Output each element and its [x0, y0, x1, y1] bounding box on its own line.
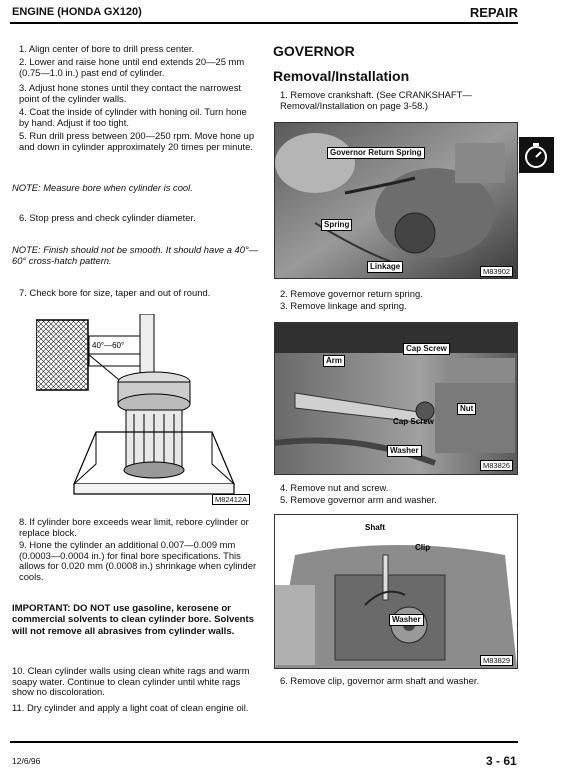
label-arm: Arm — [323, 355, 345, 367]
label-cap-screw-side: Cap Screw — [393, 417, 434, 426]
header-left-title: ENGINE (HONDA GX120) — [12, 6, 142, 18]
label-clip: Clip — [415, 543, 431, 552]
left-step-4: 4. Coat the inside of cylinder with honing oil. Turn hone by hand. Adjust if too tight. — [19, 106, 247, 128]
left-step-7: 7. Check bore for size, taper and out of round. — [19, 287, 211, 298]
subsection-title: Removal/Installation — [273, 68, 410, 84]
footer-rule — [10, 741, 518, 743]
photo-code-3: M83829 — [480, 655, 513, 666]
important-solvents: IMPORTANT: DO NOT use gasoline, kerosene or commercial solvents to clean cylinder bore. Solvents will not remove all abrasives from cylinder walls. — [12, 603, 255, 637]
label-washer: Washer — [387, 445, 422, 457]
label-nut: Nut — [457, 403, 476, 415]
left-step-10: 10. Clean cylinder walls using clean white rags and warm soapy water. Continue to clean cylinder until white rags show no discoloration. — [12, 665, 250, 698]
header-right-title: REPAIR — [469, 5, 518, 20]
right-step-2: 2. Remove governor return spring. — [280, 288, 423, 299]
header-rule — [10, 22, 518, 24]
left-step-6: 6. Stop press and check cylinder diameter. — [19, 212, 196, 223]
right-step-5: 5. Remove governor arm and washer. — [280, 494, 437, 505]
left-step-5: 5. Run drill press between 200—250 rpm. Move hone up and down in cylinder approximately 20 times per minute. — [19, 130, 255, 152]
figure-code-left: M82412A — [212, 494, 250, 505]
section-title: GOVERNOR — [273, 43, 355, 59]
left-step-1: 1. Align center of bore to drill press center. — [19, 43, 195, 54]
left-step-9: 9. Hone the cylinder an additional 0.007—0.009 mm (0.0003—0.0004 in.) for final bore specifications. This allows for 0.020 mm (0.0008 in.) shrinkage when cylinder cools. — [19, 539, 257, 582]
governor-shaft-photo — [274, 514, 518, 669]
left-step-8: 8. If cylinder bore exceeds wear limit, rebore cylinder or replace block. — [19, 516, 249, 538]
governor-return-spring-photo — [274, 122, 518, 279]
footer-date: 12/6/96 — [12, 756, 41, 766]
stopwatch-icon — [519, 137, 554, 173]
right-step-4: 4. Remove nut and screw. — [280, 482, 389, 493]
footer-page-number: 3 - 61 — [486, 754, 517, 768]
left-step-11: 11. Dry cylinder and apply a light coat of clean engine oil. — [12, 702, 249, 713]
left-step-2: 2. Lower and raise hone until end extends 20—25 mm (0.75—1.0 in.) past end of cylinder. — [19, 56, 245, 78]
label-spring: Spring — [321, 219, 352, 231]
engine-photo-3 — [275, 515, 517, 668]
right-step-3: 3. Remove linkage and spring. — [280, 300, 407, 311]
note-measure-bore: NOTE: Measure bore when cylinder is cool. — [12, 182, 193, 193]
left-step-3: 3. Adjust hone stones until they contact the narrowest point of the cylinder walls. — [19, 82, 242, 104]
cross-hatch-angle-label: 40°—60° — [92, 341, 125, 350]
label-linkage: Linkage — [367, 261, 403, 273]
label-shaft: Shaft — [365, 523, 385, 532]
label-governor-return-spring: Governor Return Spring — [327, 147, 425, 159]
hone-cylinder-figure — [36, 314, 250, 506]
note-finish: NOTE: Finish should not be smooth. It should have a 40°—60° cross-hatch pattern. — [12, 244, 259, 266]
label-cap-screw-top: Cap Screw — [403, 343, 450, 355]
governor-arm-photo — [274, 322, 518, 475]
photo-code-2: M83826 — [480, 460, 513, 471]
label-washer-shaft: Washer — [389, 614, 424, 626]
photo-code-1: M83902 — [480, 266, 513, 277]
hone-cylinder-illustration — [36, 314, 250, 506]
right-step-6: 6. Remove clip, governor arm shaft and washer. — [280, 675, 480, 686]
right-step-1: 1. Remove crankshaft. (See CRANKSHAFT—Removal/Installation on page 3-58.) — [280, 89, 472, 111]
section-tab[interactable] — [519, 137, 554, 173]
